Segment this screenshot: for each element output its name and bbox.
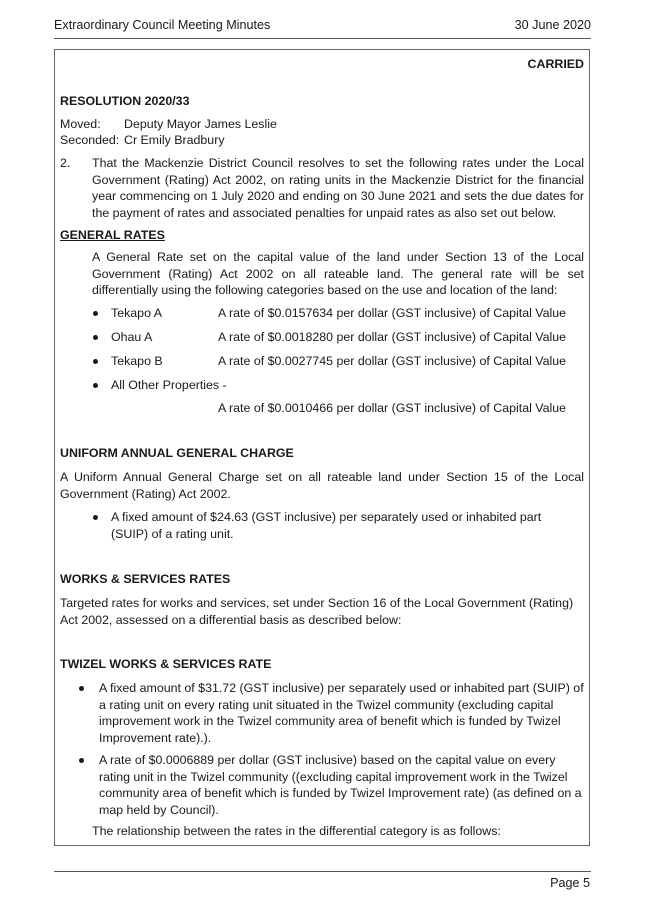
- twizel-bullet-text: A rate of $0.0006889 per dollar (GST inclusive) based on the capital value on every rating unit in the Twizel community ((excluding capital improvement work in the Twizel community area of benefit which is funded by Twizel Improvement rate) (as defined on a map held by Council).: [99, 753, 582, 817]
- uagc-heading: UNIFORM ANNUAL GENERAL CHARGE: [60, 446, 294, 460]
- seconded-name: Cr Emily Bradbury: [124, 133, 225, 147]
- header-title: Extraordinary Council Meeting Minutes: [54, 18, 271, 32]
- resolution-box: [54, 49, 590, 846]
- header-date: 30 June 2020: [514, 18, 591, 32]
- item-number: 2.: [60, 156, 71, 170]
- bullet-icon: [93, 311, 98, 316]
- bullet-icon: [93, 383, 98, 388]
- general-rates-intro: A General Rate set on the capital value of the land under Section 13 of the Local Government (Rating) Act 2002 on all rateable land. The general rate will be set differentially using the following categories based on the use and location of the land:: [92, 250, 584, 297]
- item-text: That the Mackenzie District Council resolves to set the following rates under the Local Government (Rating) Act 2002, on rating units in the Mackenzie District for the financial year commencing on 1 July 2020 and ending on 30 June 2021 and sets the due dates for the payment of rates and associated penalties for unpaid rates as also set out below.: [92, 156, 584, 220]
- resolution-heading: RESOLUTION 2020/33: [60, 94, 190, 108]
- page-header: [54, 18, 591, 39]
- moved-label: Moved:: [60, 117, 101, 131]
- bullet-icon: [93, 359, 98, 364]
- bullet-icon: [79, 686, 84, 691]
- bullet-icon: [93, 515, 98, 520]
- bullet-icon: [93, 335, 98, 340]
- works-text: Targeted rates for works and services, set under Section 16 of the Local Government (Rating) Act 2002, assessed on a differential basis as described below:: [60, 596, 574, 627]
- twizel-heading: TWIZEL WORKS & SERVICES RATE: [60, 657, 272, 671]
- uagc-bullet-text: A fixed amount of $24.63 (GST inclusive) per separately used or inhabited part (SUIP) of a rating unit.: [111, 510, 542, 541]
- rate-category-name: Tekapo B: [111, 354, 163, 368]
- twizel-closing-text: The relationship between the rates in the differential category is as follows:: [92, 824, 501, 838]
- rate-category-value: A rate of $0.0018280 per dollar (GST inclusive) of Capital Value: [218, 330, 567, 344]
- moved-name: Deputy Mayor James Leslie: [124, 117, 277, 131]
- rate-category-name: Ohau A: [111, 330, 153, 344]
- uagc-text: A Uniform Annual General Charge set on all rateable land under Section 15 of the Local Government (Rating) Act 2002.: [60, 470, 584, 501]
- footer-rule: [54, 871, 591, 872]
- rate-category-name: Tekapo A: [111, 306, 162, 320]
- twizel-bullet-text: A fixed amount of $31.72 (GST inclusive) per separately used or inhabited part (SUIP) of a rating unit on every rating unit situated in the Twizel community (excluding capital improvement work in the Twizel community area of benefit which is funded by Twizel Improvement rate).).: [99, 681, 584, 745]
- rate-category-value: A rate of $0.0027745 per dollar (GST inclusive) of Capital Value: [218, 354, 567, 368]
- rate-category-value: A rate of $0.0157634 per dollar (GST inclusive) of Capital Value: [218, 306, 567, 320]
- general-rates-heading: GENERAL RATES: [60, 228, 165, 242]
- rate-category-value: A rate of $0.0010466 per dollar (GST inclusive) of Capital Value: [218, 401, 567, 415]
- rate-category-name: All Other Properties -: [111, 378, 227, 392]
- carried-label: CARRIED: [527, 57, 584, 71]
- bullet-icon: [79, 758, 84, 763]
- seconded-label: Seconded:: [60, 133, 120, 147]
- page-number: Page 5: [550, 876, 590, 890]
- works-heading: WORKS & SERVICES RATES: [60, 572, 231, 586]
